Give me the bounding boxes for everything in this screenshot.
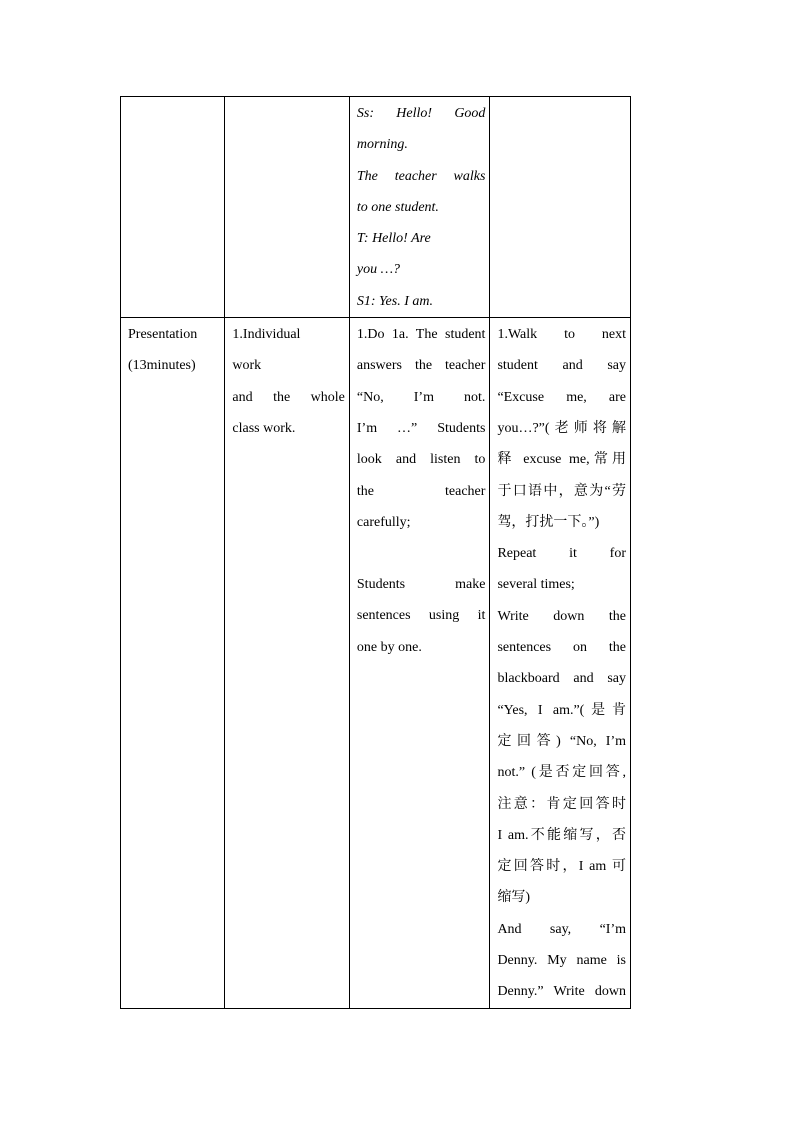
text-line: 1.Do 1a. The student xyxy=(356,327,486,343)
cell-mode xyxy=(225,318,349,1009)
stage-duration: (13minutes) xyxy=(128,358,196,374)
text-line: 缩写) xyxy=(497,890,531,906)
text-line: 1.Individual xyxy=(232,327,301,343)
text-line: you…?”(老师将解 xyxy=(497,420,626,436)
text-line: to one student. xyxy=(356,199,439,215)
text-line: “No, I’m not. xyxy=(356,389,486,405)
text-line: “Yes, I am.”(是肯 xyxy=(497,702,626,718)
text-line: sentences on the xyxy=(497,640,626,656)
text-line: S1: Yes. I am. xyxy=(356,293,433,309)
text-line: morning. xyxy=(356,137,408,153)
text-line: and the whole xyxy=(232,389,345,405)
text-line: class work. xyxy=(232,420,296,436)
text-line: I’m …” Students xyxy=(356,420,486,436)
text-line: And say, “I’m xyxy=(497,921,626,937)
text-line: The teacher walks xyxy=(356,168,486,184)
text-line: Ss: Hello! Good xyxy=(356,106,486,121)
text-line: several times; xyxy=(497,577,575,593)
cell-stage-empty xyxy=(121,97,225,318)
text-line: carefully; xyxy=(356,514,411,530)
text-line: Denny.” Write down xyxy=(497,984,626,1000)
text-line: work xyxy=(232,358,262,374)
cell-teacher-activity xyxy=(490,318,631,1009)
text-line: one by one. xyxy=(356,639,422,655)
text-line: 于口语中，意为“劳 xyxy=(497,483,626,499)
text-line: you …? xyxy=(356,262,401,278)
blank-line xyxy=(357,538,486,569)
text-line: 释 excuse me,常用 xyxy=(497,452,626,468)
text-line: 驾，打扰一下。”) xyxy=(497,514,600,530)
text-line: 定回答时，I am 可 xyxy=(497,859,626,875)
table-row-greeting xyxy=(121,97,631,318)
text-line: look and listen to xyxy=(356,452,486,468)
cell-student-activity-greeting xyxy=(349,97,490,318)
text-line: T: Hello! Are xyxy=(356,231,431,247)
text-line: Repeat it for xyxy=(497,546,626,562)
text-line: blackboard and say xyxy=(497,671,626,687)
cell-stage xyxy=(121,318,225,1009)
text-line: student and say xyxy=(497,358,626,374)
cell-student-activity xyxy=(349,318,490,1009)
text-line: I am.不能缩写，否 xyxy=(497,827,626,843)
text-line: sentences using it xyxy=(356,608,486,624)
cell-mode-empty xyxy=(225,97,349,318)
cell-teacher-empty xyxy=(490,97,631,318)
text-line: 1.Walk to next xyxy=(497,327,626,343)
text-line: answers the teacher xyxy=(356,358,486,374)
text-line: 注意：肯定回答时 xyxy=(497,796,626,812)
text-line: Write down the xyxy=(497,608,626,624)
table-row-presentation xyxy=(121,318,631,1009)
stage-name: Presentation xyxy=(128,327,198,343)
text-line: Denny. My name is xyxy=(497,953,626,969)
text-line: 定回答) “No, I’m xyxy=(497,733,626,749)
text-line: “Excuse me, are xyxy=(497,389,626,405)
lesson-plan-table xyxy=(120,96,631,1009)
text-line: Students make xyxy=(356,577,486,593)
text-line: the teacher xyxy=(356,483,486,499)
text-line: not.” (是否定回答, xyxy=(497,765,626,781)
